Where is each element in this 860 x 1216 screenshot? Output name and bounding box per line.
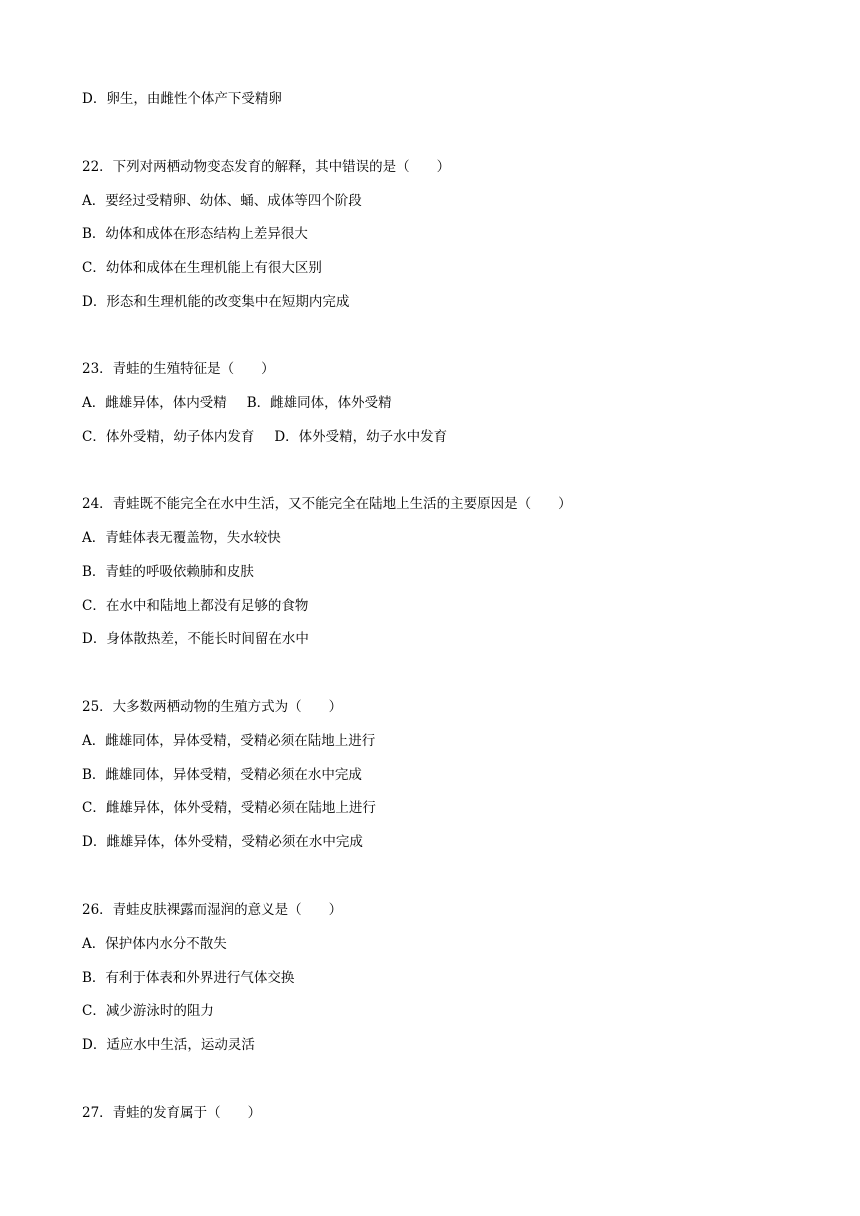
question-22-stem: 22．下列对两栖动物变态发育的解释，其中错误的是（ ） [82, 159, 451, 175]
question-25-option-d: D．雌雄异体，体外受精，受精必须在水中完成 [82, 834, 363, 850]
question-24-stem: 24．青蛙既不能完全在水中生活，又不能完全在陆地上生活的主要原因是（ ） [82, 496, 572, 512]
question-27-stem: 27．青蛙的发育属于（ ） [82, 1105, 262, 1121]
question-22-option-d: D．形态和生理机能的改变集中在短期内完成 [82, 294, 350, 310]
question-23-options-row-2 [82, 427, 447, 447]
question-24-option-d: D．身体散热差，不能长时间留在水中 [82, 631, 309, 647]
question-25-option-c: C．雌雄异体，体外受精，受精必须在陆地上进行 [82, 800, 376, 816]
question-22-option-b: B．幼体和成体在形态结构上差异很大 [82, 226, 308, 242]
question-23-options-row-1 [82, 393, 392, 413]
question-26-option-b: B．有利于体表和外界进行气体交换 [82, 970, 295, 986]
question-26-option-a: A．保护体内水分不散失 [82, 936, 227, 952]
question-22-option-a: A．要经过受精卵、幼体、蛹、成体等四个阶段 [82, 193, 362, 209]
question-23-stem: 23．青蛙的生殖特征是（ ） [82, 361, 275, 377]
question-26-stem: 26．青蛙皮肤裸露而湿润的意义是（ ） [82, 902, 343, 918]
question-23-option-a: A．雌雄异体，体内受精 [82, 395, 227, 411]
question-22-option-c: C．幼体和成体在生理机能上有很大区别 [82, 260, 322, 276]
question-25-option-b: B．雌雄同体，异体受精，受精必须在水中完成 [82, 767, 362, 783]
question-25-stem: 25．大多数两栖动物的生殖方式为（ ） [82, 699, 343, 715]
question-26-option-d: D．适应水中生活，运动灵活 [82, 1037, 255, 1053]
question-21-option-d: D．卵生，由雌性个体产下受精卵 [82, 91, 282, 107]
question-23-option-b: B．雌雄同体，体外受精 [246, 395, 392, 411]
question-24-option-c: C．在水中和陆地上都没有足够的食物 [82, 598, 309, 614]
question-26-option-c: C．减少游泳时的阻力 [82, 1003, 214, 1019]
question-25-option-a: A．雌雄同体，异体受精，受精必须在陆地上进行 [82, 733, 376, 749]
question-23-option-d: D．体外受精，幼子水中发育 [274, 429, 448, 445]
question-23-option-c: C．体外受精，幼子体内发育 [82, 429, 255, 445]
question-24-option-a: A．青蛙体表无覆盖物，失水较快 [82, 530, 281, 546]
question-24-option-b: B．青蛙的呼吸依赖肺和皮肤 [82, 564, 254, 580]
